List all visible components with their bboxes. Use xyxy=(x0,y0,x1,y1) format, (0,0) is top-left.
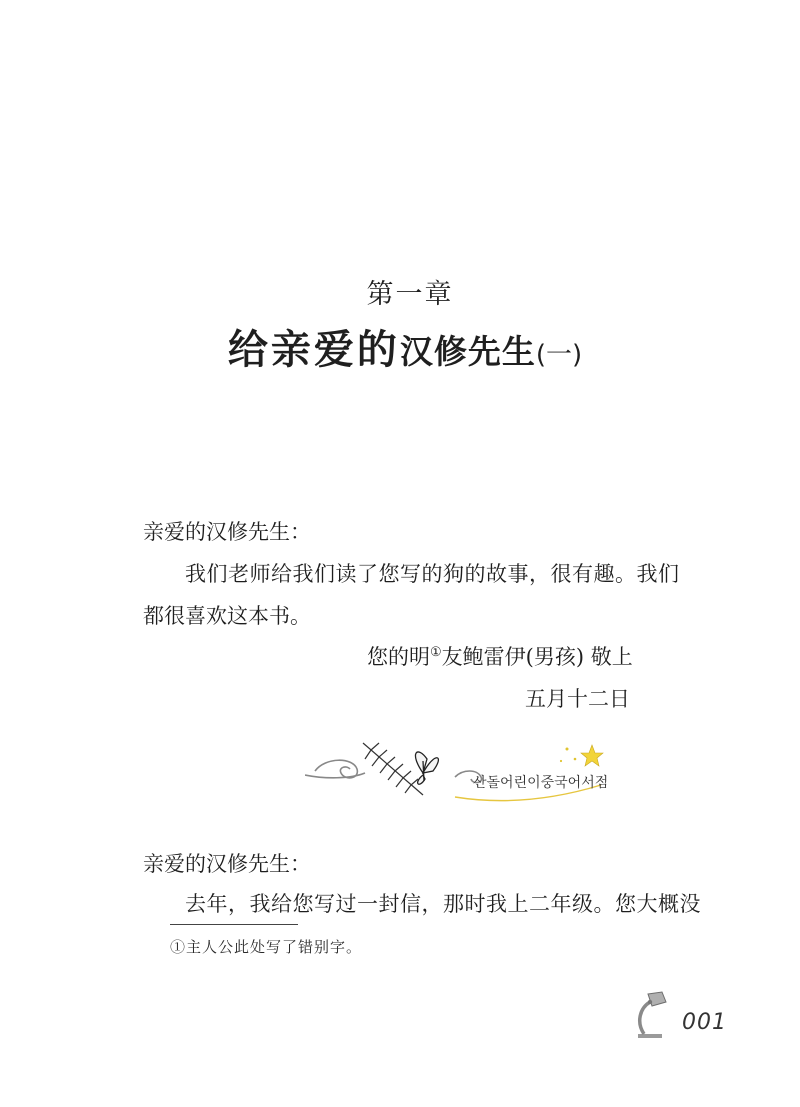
footnote-text: 主人公此处写了错别字。 xyxy=(186,938,363,956)
letter1-date: 五月十二日 xyxy=(525,687,630,711)
letter1-salutation: 亲爱的汉修先生： xyxy=(143,520,311,544)
chapter-title-part1: 给亲爱的 xyxy=(227,327,400,373)
letter2-salutation: 亲爱的汉修先生： xyxy=(143,852,311,876)
footnote xyxy=(170,936,362,957)
chapter-title-part3: (一) xyxy=(535,340,583,370)
letter1-body-line2: 都很喜欢这本书。 xyxy=(143,604,311,628)
star-icon xyxy=(560,745,603,766)
ornament-brand-text: 산돌어린이중국어서점 xyxy=(473,775,609,791)
butterfly-icon xyxy=(415,752,438,784)
page-number: 001 xyxy=(682,1010,727,1035)
ornament-divider xyxy=(305,735,615,810)
letter1-signature xyxy=(367,641,633,671)
footnote-reference-mark: ① xyxy=(430,645,442,660)
signature-post: 友鲍雷伊(男孩) 敬上 xyxy=(441,645,633,669)
fern-icon xyxy=(363,743,423,795)
footnote-divider xyxy=(170,924,298,925)
footnote-mark: ① xyxy=(170,938,187,956)
chapter-title-part2: 汉修先生 xyxy=(399,332,536,371)
letter2-body-line1: 去年，我给您写过一封信，那时我上二年级。您大概没 xyxy=(185,892,701,916)
desk-lamp-icon xyxy=(632,988,672,1040)
letter1-body-line1: 我们老师给我们读了您写的狗的故事，很有趣。我们 xyxy=(185,562,680,586)
swirl-icon xyxy=(305,760,482,782)
signature-pre: 您的明 xyxy=(367,645,430,669)
chapter-title xyxy=(0,318,800,375)
chapter-number: 第一章 xyxy=(366,279,454,310)
